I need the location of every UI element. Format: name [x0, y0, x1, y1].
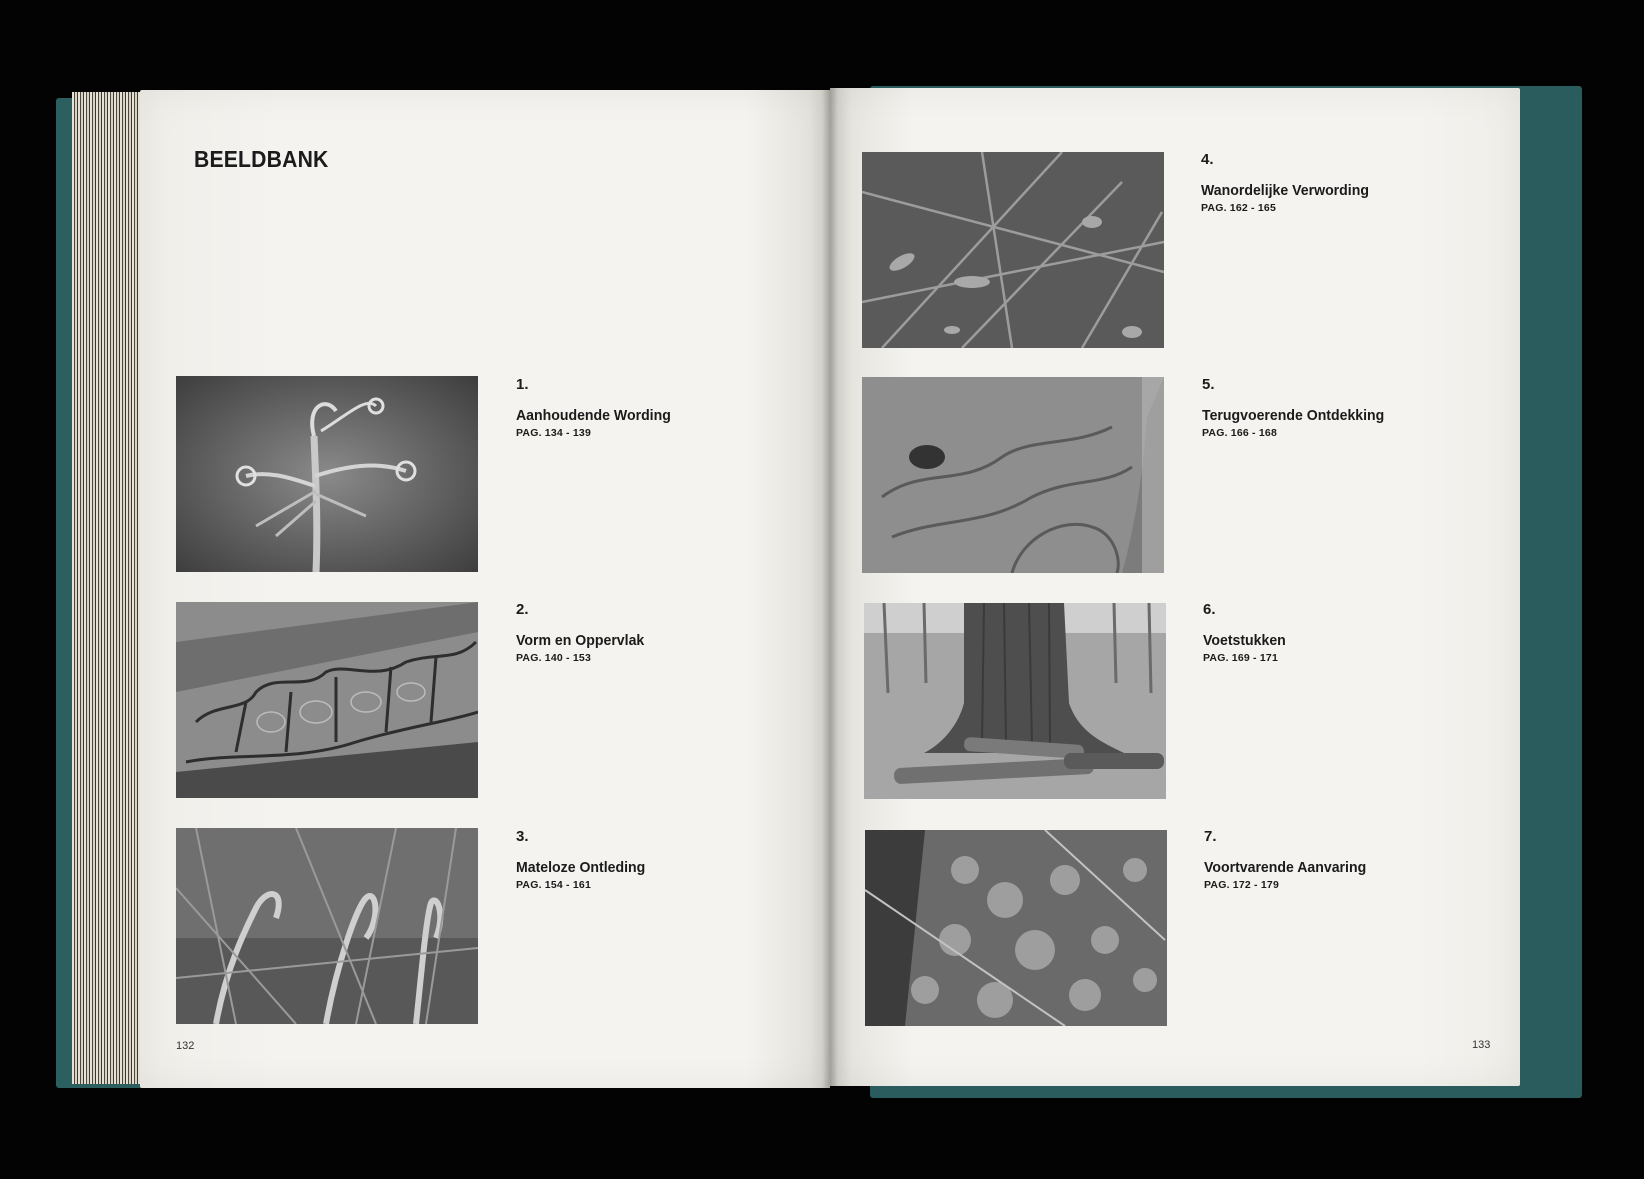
entry-number: 4.: [1201, 151, 1214, 168]
entry-pages: PAG. 162 - 165: [1201, 202, 1276, 214]
photo-ground-leaves: [865, 830, 1167, 1026]
entry-5[interactable]: [1202, 376, 1396, 439]
entry-title: Voetstukken: [1203, 632, 1286, 649]
entry-pages: PAG. 140 - 153: [516, 652, 591, 664]
entry-6[interactable]: [1203, 601, 1291, 664]
photo-curled-branches: [176, 828, 478, 1024]
entry-number: 6.: [1203, 601, 1216, 618]
entry-1[interactable]: [516, 376, 681, 439]
left-page-number: 132: [176, 1040, 195, 1052]
entry-title: Wanordelijke Verwording: [1201, 182, 1369, 199]
page-edges: [72, 92, 142, 1084]
entry-title: Vorm en Oppervlak: [516, 632, 645, 649]
entry-3[interactable]: [516, 828, 654, 891]
entry-pages: PAG. 134 - 139: [516, 427, 591, 439]
photo-tree-trunk-base: [864, 603, 1166, 799]
page-heading: BEELDBANK: [194, 146, 329, 172]
entry-title: Voortvarende Aanvaring: [1204, 859, 1367, 876]
entry-pages: PAG. 154 - 161: [516, 879, 591, 891]
photo-fern-fronds: [176, 376, 478, 572]
photo-forest-debris: [862, 152, 1164, 348]
entry-2[interactable]: [516, 601, 652, 664]
entry-pages: PAG. 169 - 171: [1203, 652, 1278, 664]
photo-tree-stump: [862, 377, 1164, 573]
entry-title: Aanhoudende Wording: [516, 407, 671, 424]
right-page-number: 133: [1472, 1039, 1491, 1051]
entry-number: 5.: [1202, 376, 1215, 393]
photo-cracked-bark: [176, 602, 478, 798]
entry-number: 7.: [1204, 828, 1217, 845]
entry-number: 2.: [516, 601, 529, 618]
entry-title: Mateloze Ontleding: [516, 859, 646, 876]
book-gutter: [822, 88, 838, 1088]
entry-number: 3.: [516, 828, 529, 845]
entry-number: 1.: [516, 376, 529, 393]
entry-4[interactable]: [1201, 151, 1380, 214]
entry-pages: PAG. 166 - 168: [1202, 427, 1277, 439]
entry-title: Terugvoerende Ontdekking: [1202, 407, 1385, 424]
entry-7[interactable]: [1204, 828, 1377, 891]
entry-pages: PAG. 172 - 179: [1204, 879, 1279, 891]
